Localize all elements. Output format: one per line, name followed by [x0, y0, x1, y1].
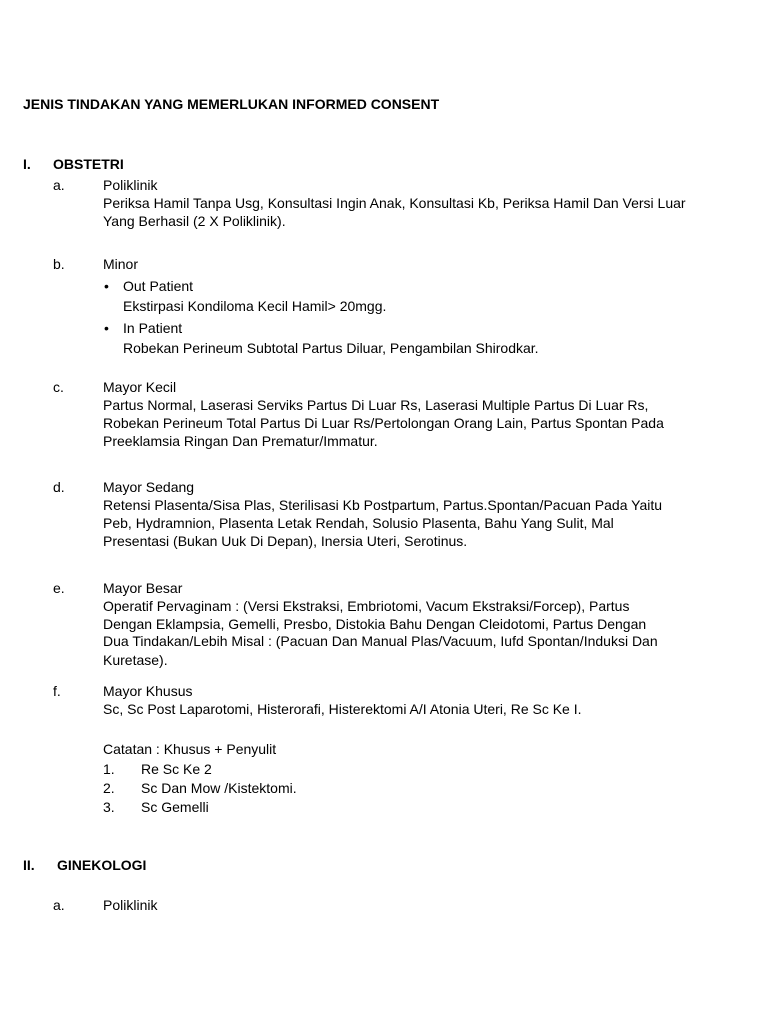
item-d-text-line-3: Presentasi (Bukan Uuk Di Depan), Inersia Uteri, Serotinus. [103, 533, 468, 549]
item-c-letter: c. [53, 379, 64, 395]
item-e-text-line-1: Operatif Pervaginam : (Versi Ekstraksi, Embriotomi, Vacum Ekstraksi/Forcep), Partus [103, 598, 630, 614]
item-e-letter: e. [53, 580, 65, 596]
item-f-text-line-1: Sc, Sc Post Laparotomi, Histerorafi, Histerektomi A/I Atonia Uteri, Re Sc Ke I. [103, 701, 582, 717]
item-f-letter: f. [53, 683, 61, 699]
item-d-letter: d. [53, 479, 65, 495]
item-d-text-line-2: Peb, Hydramnion, Plasenta Letak Rendah, Solusio Plasenta, Bahu Yang Sulit, Mal [103, 515, 614, 531]
catatan-label: Catatan : Khusus + Penyulit [103, 741, 277, 757]
item-c-text-line-3: Preeklamsia Ringan Dan Prematur/Immatur. [103, 433, 378, 449]
item-a-text-line-1: Periksa Hamil Tanpa Usg, Konsultasi Ingin Anak, Konsultasi Kb, Periksa Hamil Dan Versi Luar [103, 195, 686, 211]
document-title: JENIS TINDAKAN YANG MEMERLUKAN INFORMED CONSENT [23, 96, 440, 112]
item-a-letter: a. [53, 177, 65, 193]
item-e-label: Mayor Besar [103, 580, 183, 596]
item-e-text-line-2: Dengan Eklampsia, Gemelli, Presbo, Distokia Bahu Dengan Cleidotomi, Partus Dengan [103, 616, 647, 632]
item-c-label: Mayor Kecil [103, 379, 177, 395]
bullet-out-patient: • [104, 278, 109, 294]
in-patient-text: Robekan Perineum Subtotal Partus Diluar, Pengambilan Shirodkar. [123, 340, 539, 356]
out-patient-label: Out Patient [123, 278, 194, 294]
catatan-item-3-text: Sc Gemelli [141, 799, 209, 815]
catatan-item-2-number: 2. [103, 780, 115, 796]
catatan-item-2-text: Sc Dan Mow /Kistektomi. [141, 780, 297, 796]
section-2-heading: GINEKOLOGI [57, 857, 147, 873]
section-2-numeral: II. [23, 857, 35, 873]
section-1-heading: OBSTETRI [53, 156, 124, 172]
catatan-item-1-text: Re Sc Ke 2 [141, 761, 212, 777]
section-2-item-a-letter: a. [53, 897, 65, 913]
catatan-item-1-number: 1. [103, 761, 115, 777]
section-1-numeral: I. [23, 156, 31, 172]
item-a-label: Poliklinik [103, 177, 158, 193]
section-2-item-a-label: Poliklinik [103, 897, 158, 913]
item-c-text-line-2: Robekan Perineum Total Partus Di Luar Rs/Pertolongan Orang Lain, Partus Spontan Pada [103, 415, 664, 431]
catatan-item-3-number: 3. [103, 799, 115, 815]
item-d-text-line-1: Retensi Plasenta/Sisa Plas, Sterilisasi Kb Postpartum, Partus.Spontan/Pacuan Pada Yaitu [103, 497, 663, 513]
in-patient-label: In Patient [123, 320, 183, 336]
item-c-text-line-1: Partus Normal, Laserasi Serviks Partus Di Luar Rs, Laserasi Multiple Partus Di Luar Rs, [103, 397, 649, 413]
bullet-in-patient: • [104, 320, 109, 336]
item-e-text-line-3: Dua Tindakan/Lebih Misal : (Pacuan Dan Manual Plas/Vacuum, Iufd Spontan/Induksi Dan [103, 633, 658, 649]
item-b-label: Minor [103, 256, 139, 272]
item-d-label: Mayor Sedang [103, 479, 195, 495]
item-f-label: Mayor Khusus [103, 683, 193, 699]
item-b-letter: b. [53, 256, 65, 272]
out-patient-text: Ekstirpasi Kondiloma Kecil Hamil> 20mgg. [123, 298, 387, 314]
item-a-text-line-2: Yang Berhasil (2 X Poliklinik). [103, 213, 286, 229]
item-e-text-line-4: Kuretase). [103, 652, 168, 668]
